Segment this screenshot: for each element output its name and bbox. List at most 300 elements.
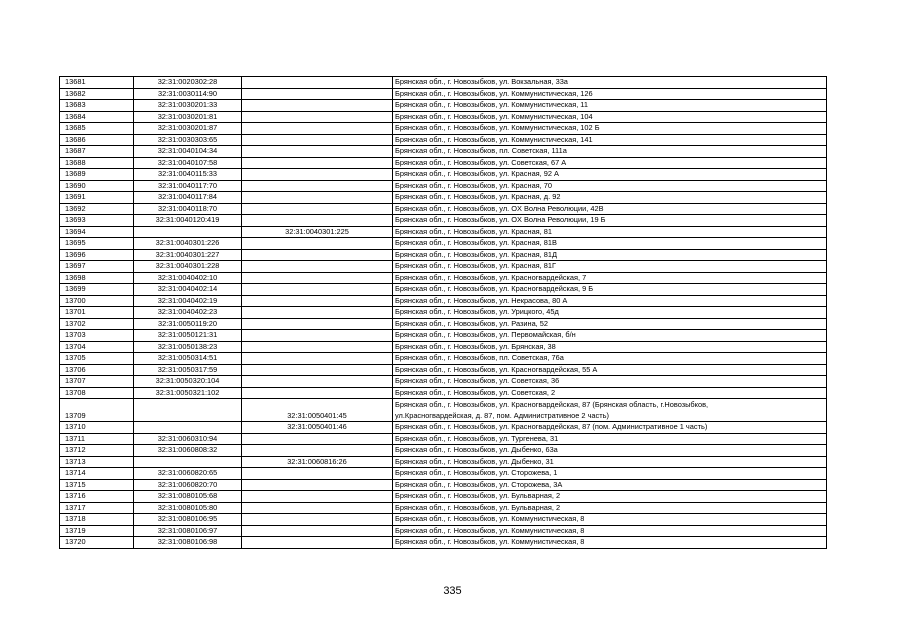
address-cell	[393, 468, 827, 480]
cadastral-number-text: 32:31:0040117:70	[157, 180, 218, 190]
address-cell	[393, 77, 827, 89]
cadastral-number-cell	[134, 88, 242, 100]
cadastral-number-cell	[134, 525, 242, 537]
table-row	[60, 295, 827, 307]
row-number-cell	[60, 341, 134, 353]
cadastral-number-text: 32:31:0040117:84	[157, 192, 218, 201]
row-number-cell	[60, 284, 134, 296]
table-row	[60, 468, 827, 480]
cadastral-number-2-text: 32:31:0050401:46	[287, 422, 347, 431]
cadastral-number-2-cell	[242, 295, 393, 307]
cadastral-number-cell	[134, 261, 242, 273]
row-number-text: 13689	[65, 169, 86, 178]
row-number-text: 13682	[65, 88, 86, 98]
cadastral-number-2-cell	[242, 215, 393, 227]
cadastral-number-text: 32:31:0020302:28	[157, 77, 218, 86]
row-number-text: 13688	[65, 157, 86, 167]
cadastral-number-text: 32:31:0040301:227	[155, 249, 220, 259]
table-row	[60, 330, 827, 342]
table-row	[60, 353, 827, 365]
row-number-cell	[60, 537, 134, 549]
row-number-cell	[60, 226, 134, 238]
table-row	[60, 376, 827, 388]
address-cell	[393, 318, 827, 330]
address-cell	[393, 456, 827, 468]
row-number-text: 13720	[65, 537, 86, 546]
row-number-text: 13716	[65, 491, 86, 500]
row-number-text: 13713	[65, 456, 86, 466]
row-number-cell	[60, 353, 134, 365]
cadastral-number-text: 32:31:0040107:58	[157, 157, 218, 167]
cadastral-number-2-cell	[242, 479, 393, 491]
address-text: Брянская обл., г. Новозыбков, пл. Советская, 76а	[395, 353, 564, 362]
address-text: Брянская обл., г. Новозыбков, ул. Красная, 81	[395, 226, 553, 236]
row-number-text: 13684	[65, 111, 86, 121]
cadastral-number-cell	[134, 456, 242, 468]
row-number-text: 13693	[65, 215, 86, 224]
cadastral-number-2-cell	[242, 146, 393, 158]
row-number-cell	[60, 272, 134, 284]
address-text: Брянская обл., г. Новозыбков, ул. Коммунистическая, 141	[395, 134, 593, 144]
cadastral-number-text: 32:31:0030201:81	[157, 111, 218, 121]
address-cell	[393, 353, 827, 365]
cadastral-number-cell	[134, 226, 242, 238]
row-number-cell	[60, 134, 134, 146]
cadastral-number-cell	[134, 364, 242, 376]
table-row	[60, 318, 827, 330]
row-number-cell	[60, 491, 134, 503]
address-cell	[393, 249, 827, 261]
address-cell	[393, 203, 827, 215]
address-text: Брянская обл., г. Новозыбков, ул. Советская, 2	[395, 387, 556, 397]
cadastral-number-cell	[134, 249, 242, 261]
cadastral-number-cell	[134, 192, 242, 204]
row-number-text: 13683	[65, 100, 86, 109]
cadastral-number-text: 32:31:0050320:104	[155, 376, 220, 385]
row-number-text: 13707	[65, 376, 86, 385]
cadastral-number-text: 32:31:0050317:59	[157, 364, 218, 374]
cadastral-number-2-cell	[242, 376, 393, 388]
address-cell	[393, 123, 827, 135]
table-row	[60, 238, 827, 250]
page-number: 335	[443, 585, 462, 597]
row-number-text: 13714	[65, 468, 86, 477]
cadastral-number-2-cell	[242, 353, 393, 365]
row-number-cell	[60, 100, 134, 112]
address-cell	[393, 307, 827, 319]
address-cell	[393, 169, 827, 181]
address-text: Брянская обл., г. Новозыбков, ул. Брянская, 38	[395, 341, 556, 351]
address-cell	[393, 180, 827, 192]
row-number-cell	[60, 123, 134, 135]
address-text: Брянская обл., г. Новозыбков, ул. OX Волна Революции, 42В	[395, 203, 604, 213]
address-text: Брянская обл., г. Новозыбков, ул. Красная, 81Д	[395, 249, 558, 259]
cadastral-number-cell	[134, 422, 242, 434]
table-row	[60, 226, 827, 238]
cadastral-number-cell	[134, 272, 242, 284]
cadastral-number-text: 32:31:0030201:87	[157, 123, 218, 132]
address-cell	[393, 157, 827, 169]
table-row	[60, 433, 827, 445]
row-number-cell	[60, 525, 134, 537]
cadastral-number-cell	[134, 307, 242, 319]
cadastral-number-text: 32:31:0080106:97	[157, 525, 218, 535]
address-cell	[393, 433, 827, 445]
table-row	[60, 284, 827, 296]
row-number-text: 13719	[65, 525, 86, 535]
row-number-text: 13701	[65, 307, 86, 316]
cadastral-number-cell	[134, 387, 242, 399]
cadastral-number-cell	[134, 77, 242, 89]
cadastral-number-2-cell	[242, 399, 393, 422]
row-number-text: 13705	[65, 353, 86, 362]
table-row	[60, 307, 827, 319]
address-text: Брянская обл., г. Новозыбков, ул. Дыбенко, 63а	[395, 445, 558, 454]
cadastral-number-cell	[134, 399, 242, 422]
row-number-cell	[60, 169, 134, 181]
address-cell	[393, 502, 827, 514]
cadastral-number-text: 32:31:0050121:31	[157, 330, 218, 339]
address-cell	[393, 387, 827, 399]
cadastral-number-cell	[134, 157, 242, 169]
cadastral-number-2-cell	[242, 180, 393, 192]
table-row	[60, 422, 827, 434]
row-number-text: 13696	[65, 249, 86, 259]
table-row	[60, 111, 827, 123]
address-text: Брянская обл., г. Новозыбков, ул. Тургенева, 31	[395, 433, 559, 443]
cadastral-number-cell	[134, 468, 242, 480]
address-text: Брянская обл., г. Новозыбков, ул. OX Волна Революции, 19 Б	[395, 215, 606, 224]
address-cell	[393, 134, 827, 146]
cadastral-number-text: 32:31:0040301:226	[155, 238, 220, 247]
address-cell	[393, 192, 827, 204]
address-cell	[393, 376, 827, 388]
address-cell	[393, 272, 827, 284]
table-row	[60, 502, 827, 514]
address-text: Брянская обл., г. Новозыбков, ул. Красногвардейская, 9 Б	[395, 284, 594, 293]
row-number-cell	[60, 307, 134, 319]
row-number-text: 13708	[65, 387, 86, 397]
cadastral-number-text: 32:31:0050314:51	[157, 353, 218, 362]
table-row	[60, 146, 827, 158]
table-row	[60, 261, 827, 273]
row-number-cell	[60, 77, 134, 89]
cadastral-number-2-cell	[242, 387, 393, 399]
cadastral-number-2-cell	[242, 192, 393, 204]
address-cell	[393, 479, 827, 491]
address-text: Брянская обл., г. Новозыбков, ул. Коммунистическая, 8	[395, 537, 585, 546]
row-number-cell	[60, 111, 134, 123]
row-number-cell	[60, 456, 134, 468]
cadastral-number-text: 32:31:0040402:10	[157, 272, 218, 282]
table-row	[60, 272, 827, 284]
address-text: Брянская обл., г. Новозыбков, ул. Вокзальная, 33а	[395, 77, 568, 86]
cadastral-number-text: 32:31:0050321:102	[155, 387, 220, 397]
address-text: Брянская обл., г. Новозыбков, ул. Красная, 81В	[395, 238, 557, 247]
cadastral-number-cell	[134, 169, 242, 181]
row-number-text: 13699	[65, 284, 86, 293]
row-number-text: 13711	[65, 433, 86, 443]
table-row	[60, 525, 827, 537]
address-cell	[393, 399, 827, 422]
table-row	[60, 123, 827, 135]
cadastral-number-cell	[134, 100, 242, 112]
cadastral-number-2-cell	[242, 433, 393, 445]
row-number-cell	[60, 261, 134, 273]
row-number-cell	[60, 514, 134, 526]
cadastral-number-text: 32:31:0030303:65	[157, 134, 218, 144]
address-text: Брянская обл., г. Новозыбков, ул. Коммунистическая, 8	[395, 514, 585, 523]
cadastral-number-cell	[134, 146, 242, 158]
cadastral-number-2-cell	[242, 330, 393, 342]
address-cell	[393, 238, 827, 250]
cadastral-number-text: 32:31:0060808:32	[157, 445, 218, 454]
address-cell	[393, 364, 827, 376]
cadastral-number-2-cell	[242, 238, 393, 250]
address-text: Брянская обл., г. Новозыбков, ул. Бульварная, 2	[395, 491, 561, 500]
cadastral-number-cell	[134, 203, 242, 215]
cadastral-number-cell	[134, 284, 242, 296]
address-cell	[393, 525, 827, 537]
cadastral-number-text: 32:31:0040402:14	[157, 284, 218, 293]
row-number-cell	[60, 203, 134, 215]
row-number-cell	[60, 295, 134, 307]
address-text: Брянская обл., г. Новозыбков, ул. Урицкого, 45д	[395, 307, 559, 316]
cadastral-number-text: 32:31:0050138:23	[157, 341, 218, 351]
address-text: Брянская обл., г. Новозыбков, ул. Коммунистическая, 11	[395, 100, 588, 109]
row-number-text: 13690	[65, 180, 86, 190]
address-text: Брянская обл., г. Новозыбков, ул. Дыбенко, 31	[395, 456, 554, 466]
row-number-text: 13715	[65, 479, 86, 489]
address-cell	[393, 537, 827, 549]
table-row	[60, 215, 827, 227]
row-number-text: 13686	[65, 134, 86, 144]
address-line: ул.Красногвардейская, д. 87, пом. Административное 2 часть)	[395, 410, 609, 420]
cadastral-number-cell	[134, 180, 242, 192]
cadastral-number-2-cell	[242, 491, 393, 503]
table-row	[60, 100, 827, 112]
row-number-cell	[60, 445, 134, 457]
cadastral-number-2-cell	[242, 341, 393, 353]
cadastral-number-2-cell	[242, 456, 393, 468]
row-number-cell	[60, 502, 134, 514]
row-number-cell	[60, 180, 134, 192]
table-row	[60, 456, 827, 468]
row-number-text: 13712	[65, 445, 86, 454]
cadastral-number-text: 32:31:0040104:34	[157, 146, 218, 155]
cadastral-number-2-cell	[242, 100, 393, 112]
cadastral-number-cell	[134, 318, 242, 330]
registry-table-body	[60, 77, 827, 549]
cadastral-number-cell	[134, 215, 242, 227]
table-row	[60, 192, 827, 204]
cadastral-number-text: 32:31:0030114:90	[157, 88, 218, 98]
address-text: Брянская обл., г. Новозыбков, ул. Советская, 36	[395, 376, 560, 385]
row-number-cell	[60, 215, 134, 227]
address-text: Брянская обл., г. Новозыбков, ул. Коммунистическая, 126	[395, 88, 593, 98]
row-number-cell	[60, 330, 134, 342]
address-cell	[393, 100, 827, 112]
cadastral-number-cell	[134, 353, 242, 365]
cadastral-number-text: 32:31:0080105:80	[157, 502, 218, 512]
cadastral-number-text: 32:31:0030201:33	[157, 100, 218, 109]
row-number-text: 13685	[65, 123, 86, 132]
cadastral-number-2-cell	[242, 261, 393, 273]
row-number-cell	[60, 192, 134, 204]
address-text: Брянская обл., г. Новозыбков, ул. Коммунистическая, 104	[395, 111, 593, 121]
address-cell	[393, 88, 827, 100]
row-number-text: 13718	[65, 514, 86, 523]
table-row	[60, 249, 827, 261]
cadastral-number-text: 32:31:0080106:98	[157, 537, 218, 546]
address-text: Брянская обл., г. Новозыбков, ул. Сторожева, 3А	[395, 479, 563, 489]
row-number-cell	[60, 422, 134, 434]
row-number-cell	[60, 399, 134, 422]
cadastral-number-2-text: 32:31:0050401:45	[287, 410, 347, 420]
cadastral-number-cell	[134, 341, 242, 353]
address-cell	[393, 330, 827, 342]
cadastral-number-cell	[134, 134, 242, 146]
cadastral-number-cell	[134, 330, 242, 342]
row-number-cell	[60, 376, 134, 388]
row-number-text: 13692	[65, 203, 86, 213]
table-row	[60, 537, 827, 549]
cadastral-number-text: 32:31:0080106:95	[157, 514, 218, 523]
row-number-cell	[60, 88, 134, 100]
table-row	[60, 479, 827, 491]
row-number-text: 13704	[65, 341, 86, 351]
cadastral-number-cell	[134, 433, 242, 445]
address-text: Брянская обл., г. Новозыбков, ул. Красногвардейская, 55 А	[395, 364, 598, 374]
table-row	[60, 203, 827, 215]
cadastral-number-2-cell	[242, 169, 393, 181]
table-row	[60, 88, 827, 100]
row-number-text: 13681	[65, 77, 86, 86]
table-row	[60, 445, 827, 457]
address-cell	[393, 215, 827, 227]
cadastral-number-2-text: 32:31:0060816:26	[287, 456, 347, 466]
row-number-text: 13697	[65, 261, 86, 270]
address-cell	[393, 445, 827, 457]
cadastral-number-2-cell	[242, 502, 393, 514]
address-text: Брянская обл., г. Новозыбков, ул. Красногвардейская, 87 (пом. Административное 1 часть)	[395, 422, 708, 431]
cadastral-number-cell	[134, 479, 242, 491]
row-number-cell	[60, 364, 134, 376]
address-cell	[393, 491, 827, 503]
address-text: Брянская обл., г. Новозыбков, ул. Разина, 52	[395, 318, 549, 328]
cadastral-number-2-cell	[242, 88, 393, 100]
address-text: Брянская обл., г. Новозыбков, ул. Советская, 67 А	[395, 157, 567, 167]
address-text: Брянская обл., г. Новозыбков, ул. Красная, 92 А	[395, 169, 559, 178]
cadastral-number-text: 32:31:0060820:65	[157, 468, 218, 477]
row-number-cell	[60, 318, 134, 330]
cadastral-number-cell	[134, 537, 242, 549]
row-number-text: 13706	[65, 364, 86, 374]
cadastral-number-2-cell	[242, 249, 393, 261]
table-row	[60, 134, 827, 146]
address-cell	[393, 284, 827, 296]
row-number-cell	[60, 433, 134, 445]
row-number-cell	[60, 387, 134, 399]
row-number-cell	[60, 238, 134, 250]
row-number-cell	[60, 157, 134, 169]
cadastral-number-cell	[134, 445, 242, 457]
cadastral-number-text: 32:31:0040402:23	[157, 307, 218, 316]
cadastral-number-cell	[134, 123, 242, 135]
row-number-text: 13687	[65, 146, 86, 155]
address-cell	[393, 146, 827, 158]
cadastral-number-2-cell	[242, 272, 393, 284]
table-row	[60, 399, 827, 422]
row-number-text: 13695	[65, 238, 86, 247]
row-number-text: 13694	[65, 226, 86, 236]
row-number-text: 13698	[65, 272, 86, 282]
cadastral-number-text: 32:31:0060310:94	[157, 433, 218, 443]
cadastral-number-2-cell	[242, 123, 393, 135]
cadastral-number-2-cell	[242, 364, 393, 376]
cadastral-number-text: 32:31:0040301:228	[155, 261, 220, 270]
table-row	[60, 180, 827, 192]
address-text: Брянская обл., г. Новозыбков, ул. Красная, 70	[395, 180, 553, 190]
cadastral-number-cell	[134, 295, 242, 307]
cadastral-number-cell	[134, 111, 242, 123]
cadastral-number-text: 32:31:0040402:19	[157, 295, 218, 305]
row-number-text: 13703	[65, 330, 86, 339]
cadastral-number-2-cell	[242, 422, 393, 434]
cadastral-number-2-cell	[242, 111, 393, 123]
row-number-text: 13702	[65, 318, 86, 328]
row-number-cell	[60, 468, 134, 480]
cadastral-number-2-cell	[242, 284, 393, 296]
cadastral-number-2-cell	[242, 537, 393, 549]
table-row	[60, 387, 827, 399]
address-cell	[393, 261, 827, 273]
cadastral-number-cell	[134, 491, 242, 503]
cadastral-number-2-cell	[242, 514, 393, 526]
cadastral-number-2-cell	[242, 318, 393, 330]
address-cell	[393, 422, 827, 434]
address-text: Брянская обл., г. Новозыбков, пл. Советская, 111а	[395, 146, 567, 155]
address-text: Брянская обл., г. Новозыбков, ул. Красная, 81Г	[395, 261, 557, 270]
table-row	[60, 341, 827, 353]
table-row	[60, 491, 827, 503]
cadastral-number-2-cell	[242, 525, 393, 537]
address-text: Брянская обл., г. Новозыбков, ул. Бульварная, 2	[395, 502, 561, 512]
cadastral-number-text: 32:31:0050119:20	[157, 318, 218, 328]
cadastral-number-2-cell	[242, 468, 393, 480]
registry-table	[59, 76, 827, 549]
address-cell	[393, 341, 827, 353]
cadastral-number-2-cell	[242, 77, 393, 89]
address-cell	[393, 111, 827, 123]
address-text: Брянская обл., г. Новозыбков, ул. Красная, д. 92	[395, 192, 561, 201]
row-number-cell	[60, 146, 134, 158]
address-cell	[393, 226, 827, 238]
cadastral-number-2-cell	[242, 226, 393, 238]
cadastral-number-text: 32:31:0040118:70	[157, 203, 218, 213]
cadastral-number-text: 32:31:0060820:70	[157, 479, 218, 489]
address-text: Брянская обл., г. Новозыбков, ул. Коммунистическая, 102 Б	[395, 123, 600, 132]
row-number-text: 13700	[65, 295, 86, 305]
table-row	[60, 157, 827, 169]
cadastral-number-2-text: 32:31:0040301:225	[285, 226, 349, 236]
row-number-cell	[60, 249, 134, 261]
cadastral-number-text: 32:31:0040120:419	[155, 215, 220, 224]
cadastral-number-2-cell	[242, 307, 393, 319]
cadastral-number-cell	[134, 238, 242, 250]
address-text: Брянская обл., г. Новозыбков, ул. Некрасова, 80 А	[395, 295, 568, 305]
cadastral-number-cell	[134, 514, 242, 526]
